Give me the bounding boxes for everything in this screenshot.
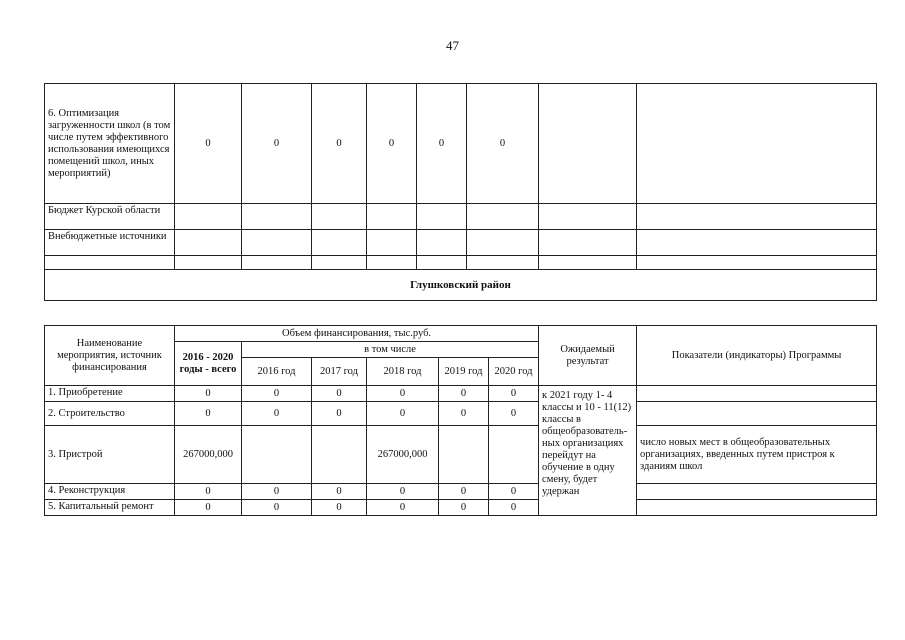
table-row	[45, 402, 877, 426]
cell-2017: 0	[312, 84, 367, 204]
cell-2019	[439, 426, 489, 484]
row-label: 3. Пристрой	[45, 426, 175, 484]
row-label-optimization: 6. Оптимизация загруженности школ (в том числе путем эффективного использования имеющихся помещений школ, иных мероприятий)	[45, 84, 175, 204]
cell-2018: 267000,000	[367, 426, 439, 484]
header-name: Наименование мероприятия, источник финансирования	[45, 326, 175, 386]
header-indicators: Показатели (индикаторы) Программы	[637, 326, 877, 386]
district-row	[45, 270, 877, 301]
cell-total: 0	[175, 484, 242, 500]
cell-2019: 0	[439, 500, 489, 516]
cell-2017: 0	[312, 500, 367, 516]
table-row	[45, 386, 877, 402]
page-number: 47	[446, 38, 459, 53]
cell-2020: 0	[489, 386, 539, 402]
cell-2016: 0	[242, 500, 312, 516]
cell-2020: 0	[489, 484, 539, 500]
cell-total: 267000,000	[175, 426, 242, 484]
cell-2019: 0	[417, 84, 467, 204]
cell-2018: 0	[367, 484, 439, 500]
row-label-budget: Бюджет Курской области	[45, 204, 175, 230]
cell-2019: 0	[439, 402, 489, 426]
header-total: 2016 - 2020 годы - всего	[175, 342, 242, 386]
expected-result: к 2021 году 1- 4 классы и 10 - 11(12) классы в общеобразователь-ных организациях перейдут на обучение в одну смену, будет удержан	[539, 386, 637, 516]
cell-2016: 0	[242, 84, 312, 204]
header-expected: Ожидаемый результат	[539, 326, 637, 386]
cell-total: 0	[175, 84, 242, 204]
district-title: Глушковский район	[45, 270, 877, 301]
financing-table	[44, 325, 877, 516]
row-label: 1. Приобретение	[45, 386, 175, 402]
table-row-optimization	[45, 84, 877, 204]
row-label-extrabudget: Внебюджетные источники	[45, 230, 175, 256]
cell-total: 0	[175, 386, 242, 402]
cell-2020: 0	[467, 84, 539, 204]
cell-2016	[242, 426, 312, 484]
cell-2018: 0	[367, 500, 439, 516]
indicator-text: число новых мест в общеобразовательных организациях, введенных путем пристроя к зданиям школ	[637, 426, 877, 484]
cell-2016: 0	[242, 484, 312, 500]
table-row-budget	[45, 204, 877, 230]
header-2019: 2019 год	[439, 358, 489, 386]
cell-2019: 0	[439, 484, 489, 500]
cell-2020	[489, 426, 539, 484]
cell-2016: 0	[242, 386, 312, 402]
cell-2019: 0	[439, 386, 489, 402]
optimization-table	[44, 83, 877, 301]
cell-total: 0	[175, 402, 242, 426]
cell-expected	[539, 84, 637, 204]
table-row-spacer	[45, 256, 877, 270]
header-volume: Объем финансирования, тыс.руб.	[175, 326, 539, 342]
table-row	[45, 500, 877, 516]
cell-2020: 0	[489, 402, 539, 426]
row-label: 4. Реконструкция	[45, 484, 175, 500]
table-row	[45, 426, 877, 484]
row-label: 5. Капитальный ремонт	[45, 500, 175, 516]
cell-2017	[312, 426, 367, 484]
header-2017: 2017 год	[312, 358, 367, 386]
header-2016: 2016 год	[242, 358, 312, 386]
cell-total: 0	[175, 500, 242, 516]
cell-2017: 0	[312, 402, 367, 426]
header-2018: 2018 год	[367, 358, 439, 386]
cell-2018: 0	[367, 386, 439, 402]
header-including: в том числе	[242, 342, 539, 358]
cell-2018: 0	[367, 402, 439, 426]
cell-2017: 0	[312, 484, 367, 500]
cell-2018: 0	[367, 84, 417, 204]
table-row	[45, 484, 877, 500]
header-2020: 2020 год	[489, 358, 539, 386]
row-label: 2. Строительство	[45, 402, 175, 426]
table-row-extrabudget	[45, 230, 877, 256]
cell-2016: 0	[242, 402, 312, 426]
cell-indicator	[637, 84, 877, 204]
cell-2020: 0	[489, 500, 539, 516]
cell-2017: 0	[312, 386, 367, 402]
